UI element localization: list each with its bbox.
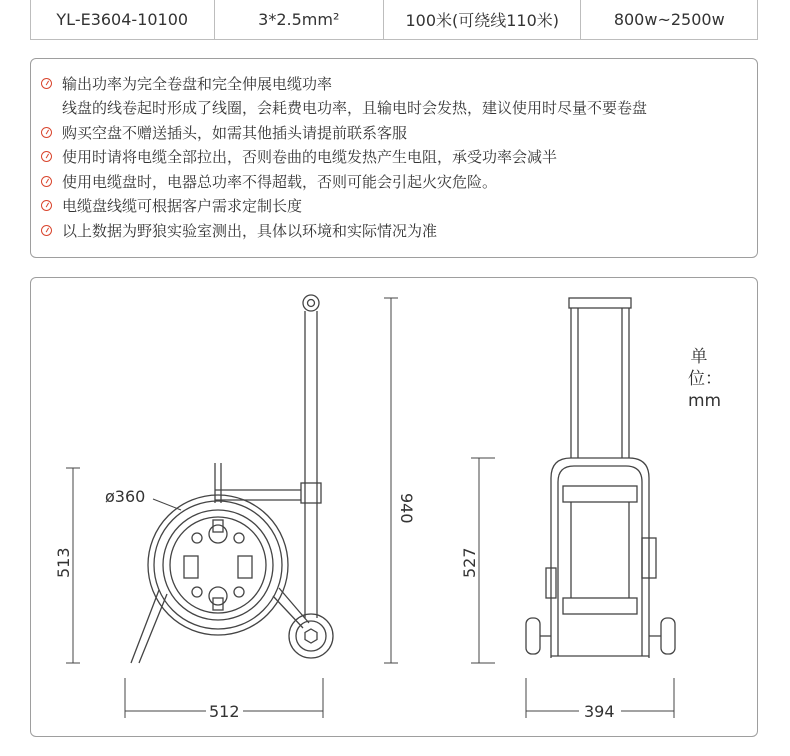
note-item [41,71,757,96]
clock-icon [41,200,52,211]
note-item [41,120,757,145]
spec-wire-gauge: 3*2.5mm² [215,0,385,39]
note-item [41,194,757,219]
drawing-svg [31,278,758,737]
note-text: 购买空盘不赠送插头，如需其他插头请提前联系客服 [62,123,408,142]
note-text: 以上数据为野狼实验室测出，具体以环境和实际情况为准 [62,221,438,240]
note-item [41,145,757,170]
spec-power: 800w~2500w [613,10,725,29]
height-total-label: 940 [397,493,416,524]
spec-table-row [30,0,758,40]
clock-icon [41,225,52,236]
clock-icon [41,127,52,138]
note-text: 线盘的线卷起时形成了线圈，会耗费电功率，且输电时会发热，建议使用时尽量不要卷盘 [62,99,648,118]
side-dimensions [66,298,398,718]
width-front-label: 394 [584,702,615,721]
height-front-label: 527 [460,547,479,578]
diameter-label: ø360 [105,487,146,506]
clock-icon [41,151,52,162]
notes-panel [30,58,758,258]
note-item [41,218,757,243]
width-side-label: 512 [209,702,240,721]
note-text: 使用电缆盘时，电器总功率不得超载，否则可能会引起火灾危险。 [62,172,498,191]
note-item [41,96,757,121]
technical-drawing [30,277,758,737]
spec-length: 100米(可绕线110米) [384,0,581,39]
clock-icon [41,78,52,89]
note-text: 电缆盘线缆可根据客户需求定制长度 [62,197,303,216]
front-view [526,298,675,658]
spec-model: YL-E3604-10100 [31,0,215,39]
note-text: 输出功率为完全卷盘和完全伸展电缆功率 [62,74,333,93]
front-dimensions [471,458,674,718]
height-reel-label: 513 [54,547,73,578]
side-view [131,295,333,663]
unit-label: 单位：mm [688,347,722,411]
note-text: 使用时请将电缆全部拉出，否则卷曲的电缆发热产生电阻，承受功率会减半 [62,148,558,167]
clock-icon [41,176,52,187]
note-item [41,169,757,194]
